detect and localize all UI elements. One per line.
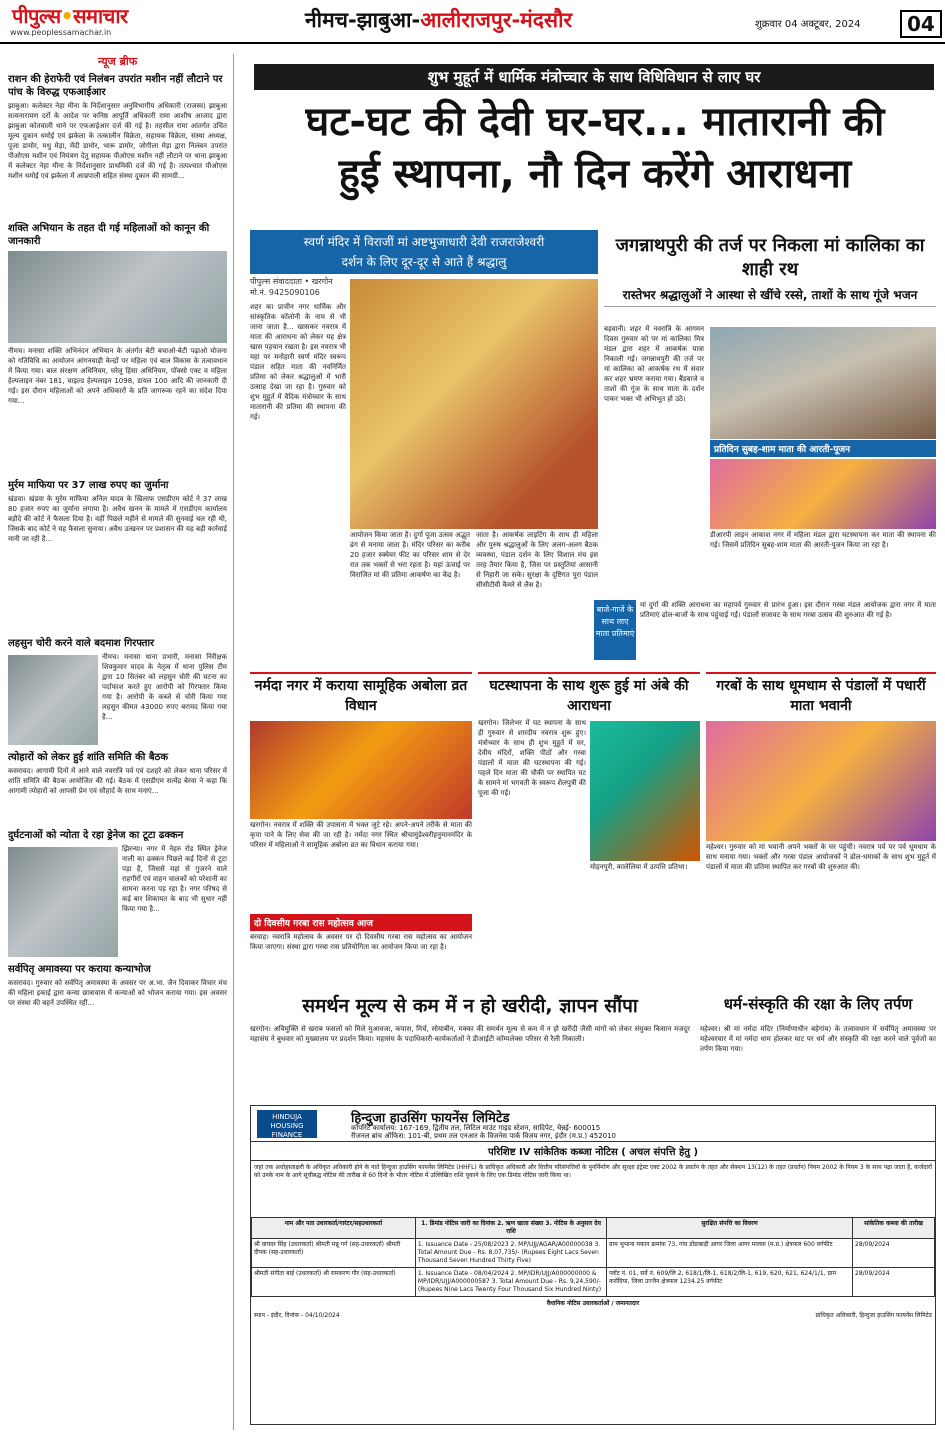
ad-cell: श्री वायदर सिंह (उधारकर्ता) श्रीमती मन्नू गर्ग (सह-उधारकर्ता) श्रीमती दीपक (सह-उधारकर्ता) — [252, 1239, 416, 1268]
broken-drain-photo — [8, 847, 118, 957]
ad-address-1: कॉर्पोरेट कार्यालय: 167-169, द्वितीय तल, लिटिल माउंट गाइड स्टेशन, सादिपेट, चेन्नई- 600015 — [351, 1124, 601, 1132]
brief-text-5: कसरावद। आगामी दिनों में आने वाले नवरात्रि पर्व एवं दशहरे को लेकर थाना परिसर में शांति समिति की बैठक आयोजित की गई। बैठक में एसडीएम सत्येंद्र बेरवा ने कहा कि आगामी त्योहारों को आपसी प्रेम एवं सौहार्द के साथ मनाएं... — [8, 767, 227, 795]
aarti-text: डीआरपी लाइन आकाश नगर में महिला मंडल द्वारा घटस्थापना कर माता की स्थापना की गई। जिसमें प्रतिदिन सुबह-शाम माता की आरती-पूजन किया जा रहा है। — [710, 531, 936, 549]
ad-cell: ग्राम भुभाना मकान क्रमांक 73, गांव डोंडाबाड़ी आगर जिला आगर मालवा (म.प्र.) क्षेत्रफल 600 वर्गफीट — [607, 1239, 853, 1268]
ad-cell: 1. Issuance Date - 08/04/2024 2. MP/IDR/UJJ/A000000000 & MP/IDR/UJJ/A000000587 3. Total Amount Due - Rs. 9,24,590/- (Rupees Nine Lacs Twenty Four Thousand Six Hundred Ninty) — [415, 1268, 606, 1297]
ad-th-notice: 1. डिमांड नोटिस जारी का दिनांक 2. ऋण खाता संख्या 3. नोटिस के अनुसार देय राशि — [415, 1218, 606, 1239]
logo-part-b: समाचार — [72, 4, 128, 28]
tarpan-headline[interactable]: धर्म-संस्कृति की रक्षा के लिए तर्पण — [723, 995, 913, 1013]
procession-side-label: बाजे-गाजे के साथ लाए माता प्रतिमाएं — [594, 600, 636, 660]
table-row — [252, 1239, 935, 1268]
brief-headline-6[interactable]: दुर्घटनाओं को न्योता दे रहा ड्रेनेज का टूटा ढक्कन — [8, 830, 184, 841]
brief-headline-3[interactable]: मुर्रम माफिया पर 37 लाख रुपए का जुर्माना — [8, 480, 169, 491]
golden-temple-title: स्वर्ण मंदिर में विराजीं मां अष्टभुजाधारी देवी राजराजेश्वरी — [303, 235, 545, 249]
website-link[interactable]: www.peoplessamachar.in — [10, 28, 112, 37]
ad-notice-title: परिशिष्ट IV सांकेतिक कब्जा नोटिस ( अचल संपत्ति हेतु ) — [251, 1142, 935, 1161]
ad-table-header — [252, 1218, 935, 1239]
abola-vrat-text: खरगोन। नवरात्र में शक्ति की उपासना में भक्त जुटे रहे। अपने-अपने तरीके से माता की कृपा पाने के लिए सेवा की जा रही है। नर्मदा नगर स्थित श्रीचामुंडेश्वरीहनुमानमंदिर के परिसर में महिलाओं ने सामूहिक अबोला व्रत का विधान कराया गया। — [250, 821, 472, 849]
police-arrest-photo — [8, 655, 98, 745]
brief-headline-7[interactable]: सर्वपितृ अमावस्या पर कराया कन्याभोज — [8, 964, 151, 975]
ad-company-name: हिन्दुजा हाउसिंग फायनेंस लिमिटेड — [351, 1111, 510, 1126]
ad-cell: 28/09/2024 — [853, 1239, 935, 1268]
chariot-procession-photo — [710, 327, 936, 439]
ambe-worship-text: खरगोन। जिलेभर में घट स्थापना के साथ ही गुरुवार से शारदीय नवरात्र शुरू हुए। मंत्रोच्चार के साथ ही शुभ मुहूर्त में घर, देवीय मंदिरों, शक्ति पीठों और गरबा पंडालों में माता की घटस्थापना की गई। पहले दिन माता की चौकी पर स्थापित घट के सामने मां भगवती के स्वरूप शैलपुत्री की पूजा की गई। — [478, 719, 586, 797]
newspaper-logo[interactable] — [12, 2, 128, 29]
ad-address — [351, 1124, 616, 1140]
brief-headline-5[interactable]: त्योहारों को लेकर हुई शांति समिति की बैठक — [8, 752, 169, 763]
logo-dot-icon: • — [60, 4, 73, 28]
golden-temple-subhead — [250, 230, 598, 274]
msp-headline[interactable]: समर्थन मूल्य से कम में न हो खरीदी, ज्ञापन सौंपा — [302, 995, 638, 1017]
byline-mobile: मो.नं. 9425090106 — [250, 288, 320, 297]
ad-signatory: प्राधिकृत अधिकारी, हिन्दुजा हाउसिंग फायनेंस लिमिटेड — [815, 1312, 932, 1319]
mid-text-1: शहर का प्राचीन नगर धार्मिक और सांस्कृतिक कॉलोनी के नाम से भी जाना जाता है... खासकर नवरात्र में माता की आराधना को लेकर यह क्षेत्र खास पहचान रखता है। इस नवरात्र भी यहां पर मनोहारी स्वर्ण मंदिर स्वरूप पंडाल सहित माता की नवनिर्मित प्रतिमा को लेकर श्रद्धालुओं में भारी उत्साह देखा जा रहा है। गुरुवार को शुभ मुहूर्त में वैदिक मंत्रोच्चार के साथ मातारानी की प्रतिमा की स्थापना की गई। — [250, 303, 346, 421]
dateline: शुक्रवार 04 अक्टूबर, 2024 — [755, 19, 861, 30]
ad-address-2: रीजनल ब्रांच ऑफिस: 101-बी, प्रथम तल एनआर के विजनेस पार्क विजय नगर, इंदौर (म.प्र.) 452010 — [351, 1132, 617, 1140]
mid-text-2: आयोजन किया जाता है। दुर्गा पूजा उत्सव अद्भुत ढंग से मनाया जाता है। मंदिर परिसर का करीब 20 हजार स्क्वेयर फीट का परिसर शाम से देर रात तक भक्तों से भरा रहता है। यहां ऊंचाई पर विराजित मां की प्रतिमा आकर्षण का केंद्र है। — [350, 531, 470, 579]
chariot-subhead: रास्तेभर श्रद्धालुओं ने आस्था से खींचे रस्से, ताशों के साथ गूंजे भजन — [604, 286, 936, 307]
aarti-caption: प्रतिदिन सुबह-शाम माता की आरती-पूजन — [710, 440, 936, 457]
ad-th-borrower: नाम और पता उधारकर्ता/गारंटर/सहउधारकर्ता — [252, 1218, 416, 1239]
chariot-headline[interactable]: जगन्नाथपुरी की तर्ज पर निकला मां कालिका का शाही रथ — [615, 235, 925, 280]
main-headline-line2: हुई स्थापना, नौ दिन करेंगे आराधना — [338, 151, 852, 197]
brief-text-1: झाबुआ। कलेक्टर नेहा मीना के निर्देशानुसार अनुविभागीय अधिकारी (राजस्व) झाबुआ सत्यनारायण दर्रो के आदेश पर कनिष्ठ आपूर्ति अधिकारी रामा आशीष आजाद द्वारा झाबुआ कोतवाली थाने पर एफआईआर दर्ज की गई है। तहसील रामा आंतर्गत उचित मूल्य दुकान धमोई एवं झकेला के तत्कालीन विक्रेता, सहायक विक्रेता, संस्था अध्यक्ष, पूजा डामोर, मधु मेड़ा, मेंदी डामोर, भारू डामोर, जोगीला मेड़ा द्वारा निलंबन उपरांत पीओएस मशीन एवं नियंत्रण देतु सहायक पीओएस मशीन नहीं लौटाने पर थाना झाबुआ में कलेक्टर नेहा मीना के निर्देशानुसार प्राथमिकी दर्ज की गई है। तत्पश्चात पीओएस मशीन धमोई एवं झकेला में आम्रपाली सहित संस्था दुकान की सामग्री... — [8, 102, 227, 180]
ad-cell: श्रीमती संगीता बाई (उधारकर्ता) श्री रामकरण गौर (सह-उधारकर्ता) — [252, 1268, 416, 1297]
brief-text-6: झिरन्या। नगर में नेहरु रोड स्थित ड्रेनेज नाली का ढक्कन पिछले कई दिनों से टूटा पड़ा है, जिससे यहां से गुजरने वाले राहगीरों एवं वाहन चालकों को परेशानी का सामना करना पड़ रहा है। नगर परिषद से कई बार शिकायत के बाद भी सुधार नहीं किया गया है... — [122, 845, 227, 913]
brief-text-3: खंडवा। खंडवा के मुर्रम माफिया अनिल यादव के खिलाफ एसडीएम कोर्ट ने 37 लाख 80 हजार रुपए का जुर्माना लगाया है। अवैध खनन के मामले में एसडीएम कार्यालय बड़ौदे की कोर्ट ने फैसला दिया है। वहीं पिछले महीने से मामले की सुनवाई चल रही थी, जिसके बाद कोर्ट ने यह फैसला सुनाया। अवैध उत्खनन पर प्रशासन की यह बड़ी कार्रवाई मानी जा रही है... — [8, 495, 227, 543]
garba-fest-text: बरवाह। नवरात्रि महोत्सव के अवसर पर दो दिवसीय गरबा रास महोत्सव का आयोजन किया जाएगा। संस्था द्वारा गरबा रास प्रतियोगिता का आयोजन किया जा रहा है। — [250, 933, 472, 951]
aarti-photo — [710, 459, 936, 529]
chariot-text: बड़वानी। शहर में नवरात्रि के आगमन दिवस गुरुवार को पर मां कालिका मित्र मंडल द्वारा शहर में आकर्षक यात्रा निकाली गई। जगन्नाथपुरी की तर्ज पर मां कालिका को आकर्षक रथ में सवार कर शहर भ्रमण कराया गया। बैंडबाजे व ताशों की गूंज के साथ माता के दर्शन पाकर भक्त भी अभिभूत हो उठे। — [604, 325, 704, 403]
chariot-story — [604, 234, 936, 307]
region-b: आलीराजपुर-मंदसौर — [420, 8, 573, 32]
garba-pandal-photo — [706, 721, 936, 841]
mid-text-3: जाता है। आकर्षक लाइटिंग के साथ ही महिला और पुरुष श्रद्धालुओं के लिए अलग-अलग बैठक व्यवस्था, पंडाल दर्शन के लिए विशाल मंच इस तरह तैयार किया है, जिस पर प्रस्तुतियां आसानी से निहारी जा सके। सुरक्षा के दृष्टिगत पूरा पंडाल सीसीटीवी कैमरे से लैस है। — [476, 531, 598, 589]
masthead — [0, 0, 945, 44]
ambe-idol-photo — [590, 721, 700, 861]
ambe-caption: मोहनपुरी, कालेलिया में उत्पत्ति प्रतिभा। — [590, 863, 688, 871]
logo-part-a: पीपुल्स — [12, 4, 61, 28]
hinduja-logo: HINDUJA HOUSING FINANCE — [257, 1110, 317, 1138]
abola-vrat-headline[interactable]: नर्मदा नगर में कराया सामूहिक अबोला व्रत विधान — [250, 672, 472, 716]
women-meeting-photo — [8, 251, 227, 343]
ad-body-text: जहां तक अधोहस्ताक्षरी के अधिकृत अधिकारी होने के नाते हिन्दुजा हाउसिंग फायनेंस लिमिटेड (HHFL) के प्राधिकृत अधिकारी और वित्तीय परिसंपत्तियों के पुनर्निर्माण और सुरक्षा इंट्रेस्ट एक्ट 2002 के प्रवर्तन के तहत और सेक्शन 13(12) के तहत (प्रवर्तन) नियम 2002 के नियम 3 के साथ पढ़ा जाता है, कर्जदारों को उनके नाम के आगे सूचीबद्ध नोटिस की तारीख से 60 दिनों के भीतर नोटिस में उल्लिखित राशि चुकाने के लिए एक डिमांड नोटिस जारी किया था। — [254, 1164, 932, 1179]
ad-table — [251, 1217, 935, 1297]
ad-header — [251, 1106, 935, 1142]
page-number: 04 — [900, 10, 942, 38]
byline-reporter: पीपुल्स संवाददाता • खरगोन — [250, 277, 333, 286]
brief-text-7: कसरावद। गुरुवार को सर्वपितृ अमावस्या के अवसर पर अ.भा. जैन दिवाकर विचार मंच की महिला इकाई द्वारा कन्या छात्रावास में कन्याओं को भोजन कराया गया। इस अवसर पर संस्था की बहनें उपस्थित रहीं... — [8, 979, 227, 1007]
ad-place-date: स्थान - इंदौर, दिनांक - 04/10/2024 — [254, 1312, 340, 1319]
garba-fest-tag: दो दिवसीय गरबा रास महोत्सव आज — [250, 914, 472, 931]
tarpan-text: महेश्वर। श्री मां नर्मदा मंदिर (निर्माणाधीन बहेगांव) के तत्वावधान में सर्वपितृ अमावस्या पर महेश्वरवार में मां नर्मदा धाम होलकर घाट पर धर्म और संस्कृति की रक्षा करने वाले पूर्वजों का तर्पण किया गया। — [700, 1025, 936, 1053]
news-brief-label: न्यूज ब्रीफ — [98, 55, 138, 68]
garba-pandal-headline[interactable]: गरबों के साथ धूमधाम से पंडालों में पधारीं माता भवानी — [706, 672, 936, 716]
ad-th-date: सांकेतिक कब्जा की तारीख — [853, 1218, 935, 1239]
garba-pandal-text: महेश्वर। गुरुवार को मां भवानी अपने भक्तों के घर पहुंची। नवरात्र पर्व पर पर्व धूमधाम के साथ मनाया गया। भक्तों और गरबा पंडाल आयोजकों ने ढोल-धमाकों के साथ शुभ मुहूर्त में पंडालों में माता की प्रतिमा स्थापित कर गरबों की शुरुआत की। — [706, 843, 936, 871]
main-headline[interactable] — [250, 96, 940, 200]
goddess-idol-photo — [350, 279, 598, 529]
abola-vrat-photo — [250, 721, 472, 819]
region-a: नीमच-झाबुआ- — [305, 8, 421, 32]
ad-cell: प्लॉट नं. 01, सर्वे नं. 609/लि 2, 618/1/लि-1, 618/2/लि-1, 619, 620, 621, 624/1/1, ग्राम करोंदिया, जिला उज्जैन क्षेत्रफल 1234.25 वर्गफीट — [607, 1268, 853, 1297]
ad-footer — [251, 1297, 935, 1323]
news-brief-column — [8, 54, 234, 1430]
ambe-worship-headline[interactable]: घटस्थापना के साथ शुरू हुई मां अंबे की आराधना — [478, 672, 700, 716]
ad-th-property: सुरक्षित संपत्ति का विवरण — [607, 1218, 853, 1239]
ad-footer-title: वैधानिक नोटिस उधारकर्ताओं / जमानतदार — [546, 1300, 640, 1307]
brief-text-2: नीमच। मनासा शक्ति अभिनंदन अभियान के अंतर्गत बेटी बचाओ-बेटी पढ़ाओ योजना को गतिविधि का आयोजन आंगनवाड़ी केन्द्रों पर महिला एवं बाल विकास के तत्वावधान में किया गया। बाल संरक्षण अधिनियम, घरेलू हिंसा अधिनियम, पॉक्सो एक्ट व महिला हेल्पलाइन नंबर 181, चाइल्ड हेल्पलाइन 1098, डायल 100 आदि की जानकारी दी गई। इस दौरान महिलाओं को अपने अधिकारों के प्रति जागरूक रहने का संदेश दिया गया... — [8, 347, 227, 405]
brief-text-4: नीमच। मनासा थाना प्रभारी, मनासा निरीक्षक शिवकुमार यादव के नेतृत्व में थाना पुलिस टीम द्वारा 10 सितंबर को लहसुन चोरी की घटना का पर्दाफाश करते हुए आरोपी को गिरफ्तार किया गया है। आरोपी के कब्जे से चोरी किया गया लहसुन कीमत 43000 रुपए बरामद किया गया है... — [102, 653, 227, 721]
ad-cell: 28/09/2024 — [853, 1268, 935, 1297]
region-title — [305, 6, 572, 34]
top-strapline: शुभ मुहूर्त में धार्मिक मंत्रोच्चार के साथ विधिविधान से लाए घर — [254, 64, 934, 90]
brief-headline-4[interactable]: लहसुन चोरी करने वाले बदमाश गिरफ्तार — [8, 638, 155, 649]
table-row — [252, 1268, 935, 1297]
ad-cell: 1. Issuance Date - 25/08/2023 2. MP/UJJ/AGAR/A00000038 3. Total Amount Due - Rs. 8,07,735/- (Rupees Eight Lacs Seven Thousand Seven Hundred Thirty Five) — [415, 1239, 606, 1268]
main-headline-line1: घट-घट की देवी घर-घर... मातारानी की — [305, 99, 885, 145]
golden-temple-subtitle: दर्शन के लिए दूर-दूर से आते हैं श्रद्धालु — [341, 255, 507, 269]
brief-headline-1[interactable]: राशन की हेराफेरी एवं निलंबन उपरांत मशीन नहीं लौटाने पर पांच के विरुद्ध एफआईआर — [8, 74, 223, 98]
msp-text: खरगोन। अविमुक्ति से खराब फसलों को मिले मुआवजा, कपास, मिर्च, सोयाबीन, मक्का की समर्थन मूल्य से कम में न हो खरीदी जैसी मांगों को लेकर संयुक्त किसान मजदूर महासंघ ने बुधवार को मुख्यालय पर प्रदर्शन किया। महासंघ के पदाधिकारी-कार्यकर्ताओं ने डीआईटी कॉम्पलेक्स परिसर से रैली निकाली। — [250, 1025, 690, 1043]
brief-headline-2[interactable]: शक्ति अभियान के तहत दी गई महिलाओं को कानून की जानकारी — [8, 223, 210, 247]
possession-notice-ad — [250, 1105, 936, 1425]
procession-text: मां दुर्गा की शक्ति आराधना का महापर्व गुरुवार से प्रारंभ हुआ। इस दौरान गरबा मंडल आयोजक द्वारा नगर में माता प्रतिमाएं ढोल-बाजों के साथ पहुंचाई गईं। पंडालों सजावट के साथ गरबा उत्सव की शुरुआत की गई है। — [640, 601, 936, 619]
